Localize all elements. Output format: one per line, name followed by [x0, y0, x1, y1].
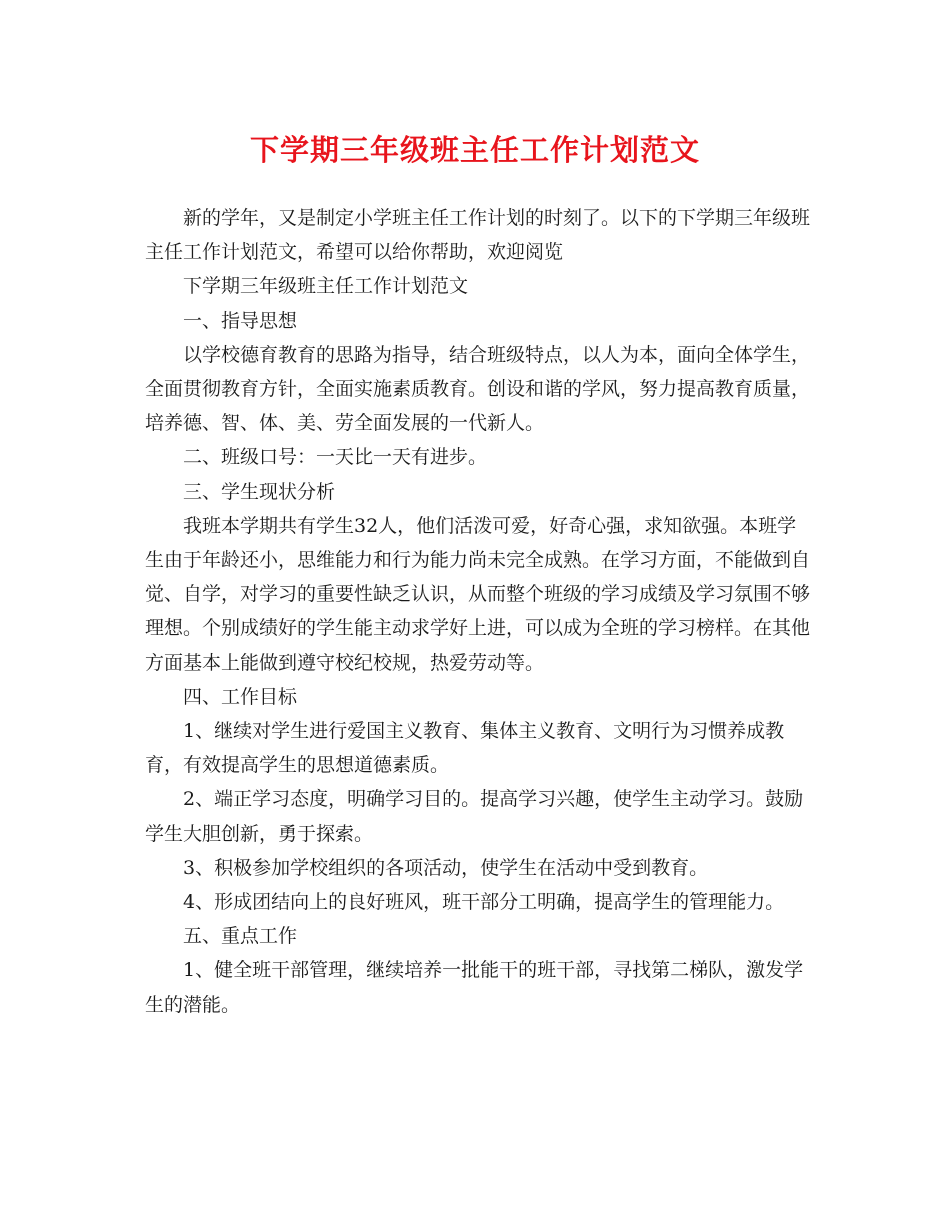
list-item-goal-2: 2、端正学习态度，明确学习目的。提高学习兴趣，使学生主动学习。鼓励学生大胆创新，勇于探索。: [145, 788, 804, 845]
list-item-key-work-1: 1、健全班干部管理，继续培养一批能干的班干部，寻找第二梯队，激发学生的潜能。: [145, 959, 804, 1016]
section-heading-key-work: 五、重点工作: [183, 925, 298, 948]
list-item-goal-3: 3、积极参加学校组织的各项活动，使学生在活动中受到教育。: [183, 856, 709, 879]
section-heading-class-slogan: 二、班级口号：一天比一天有进步。: [183, 446, 488, 469]
paragraph-student-analysis: 我班本学期共有学生32人，他们活泼可爱，好奇心强，求知欲强。本班学生由于年龄还小，思维能力和行为能力尚未完全成熟。在学习方面，不能做到自觉、自学，对学习的重要性缺乏认识，从而整个班级的学习成绩及学习氛围不够理想。个别成绩好的学生能主动求学好上进，可以成为全班的学习榜样。在其他方面基本上能做到遵守校纪校规，热爱劳动等。: [145, 514, 811, 674]
list-item-goal-1: 1、继续对学生进行爱国主义教育、集体主义教育、文明行为习惯养成教育，有效提高学生的思想道德素质。: [145, 720, 785, 777]
paragraph-intro: 新的学年，又是制定小学班主任工作计划的时刻了。以下的下学期三年级班主任工作计划范文，希望可以给你帮助，欢迎阅览: [145, 207, 811, 264]
document-title: 下学期三年级班主任工作计划范文: [249, 133, 700, 167]
list-item-goal-4: 4、形成团结向上的良好班风，班干部分工明确，提高学生的管理能力。: [183, 891, 785, 914]
section-heading-work-goals: 四、工作目标: [183, 685, 298, 708]
section-heading-student-analysis: 三、学生现状分析: [183, 480, 336, 503]
paragraph-guiding-idea: 以学校德育教育的思路为指导，结合班级特点，以人为本，面向全体学生，全面贯彻教育方针，全面实施素质教育。创设和谐的学风，努力提高教育质量，培养德、智、体、美、劳全面发展的一代新人。: [145, 343, 811, 435]
document-body: [145, 201, 810, 1022]
section-heading-guiding-idea: 一、指导思想: [183, 309, 298, 332]
paragraph-subtitle: 下学期三年级班主任工作计划范文: [183, 275, 469, 298]
